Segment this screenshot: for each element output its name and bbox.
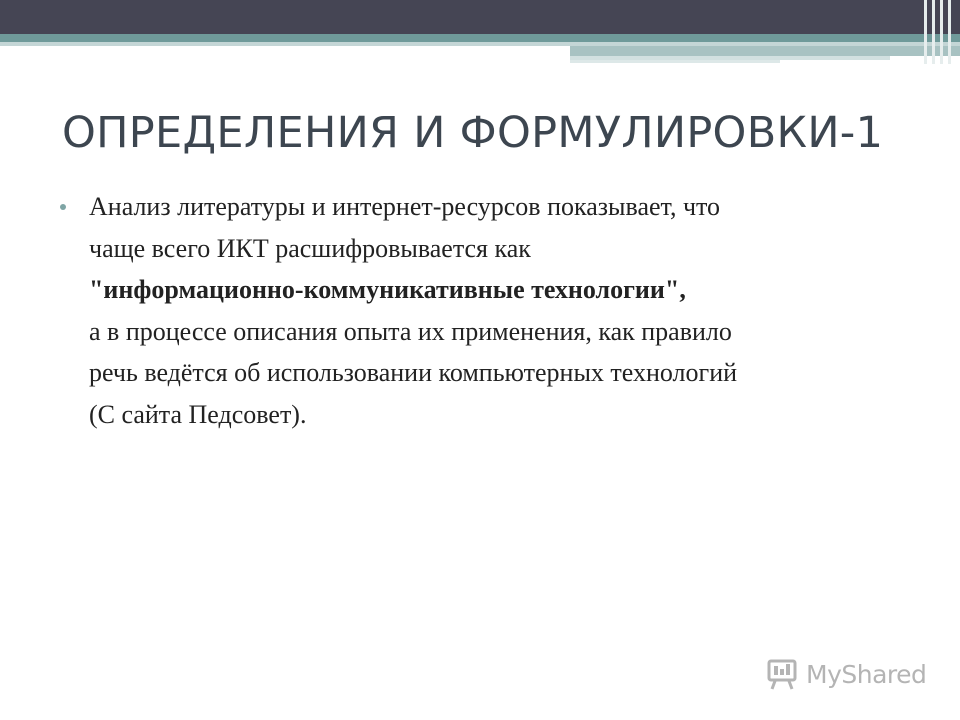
decor-stripe [570, 46, 960, 56]
decor-stripe [570, 60, 780, 63]
bullet-icon [60, 204, 66, 210]
watermark-logo [766, 656, 926, 692]
bullet-line: Анализ литературы и интернет-ресурсов показывает, что [89, 192, 721, 221]
slide-title: ОПРЕДЕЛЕНИЯ И ФОРМУЛИРОВКИ-1 [62, 108, 884, 158]
decor-vertical-lines [920, 0, 960, 64]
header-accent-band [0, 34, 960, 42]
bullet-line: (С сайта Педсовет). [89, 399, 307, 429]
bullet-line: а в процессе описания опыта их применения, как правило [89, 316, 732, 346]
bullet-line-bold: "информационно-коммуникативные технологии", [89, 275, 686, 304]
presentation-board-icon [766, 657, 800, 691]
header-bar [0, 0, 960, 34]
bullet-line: речь ведётся об использовании компьютерных технологий [89, 358, 738, 387]
watermark-text: MyShared [806, 659, 927, 689]
bullet-text [89, 186, 920, 435]
bullet-item [60, 186, 920, 435]
bullet-line: чаще всего ИКТ расшифровывается как [89, 233, 531, 263]
